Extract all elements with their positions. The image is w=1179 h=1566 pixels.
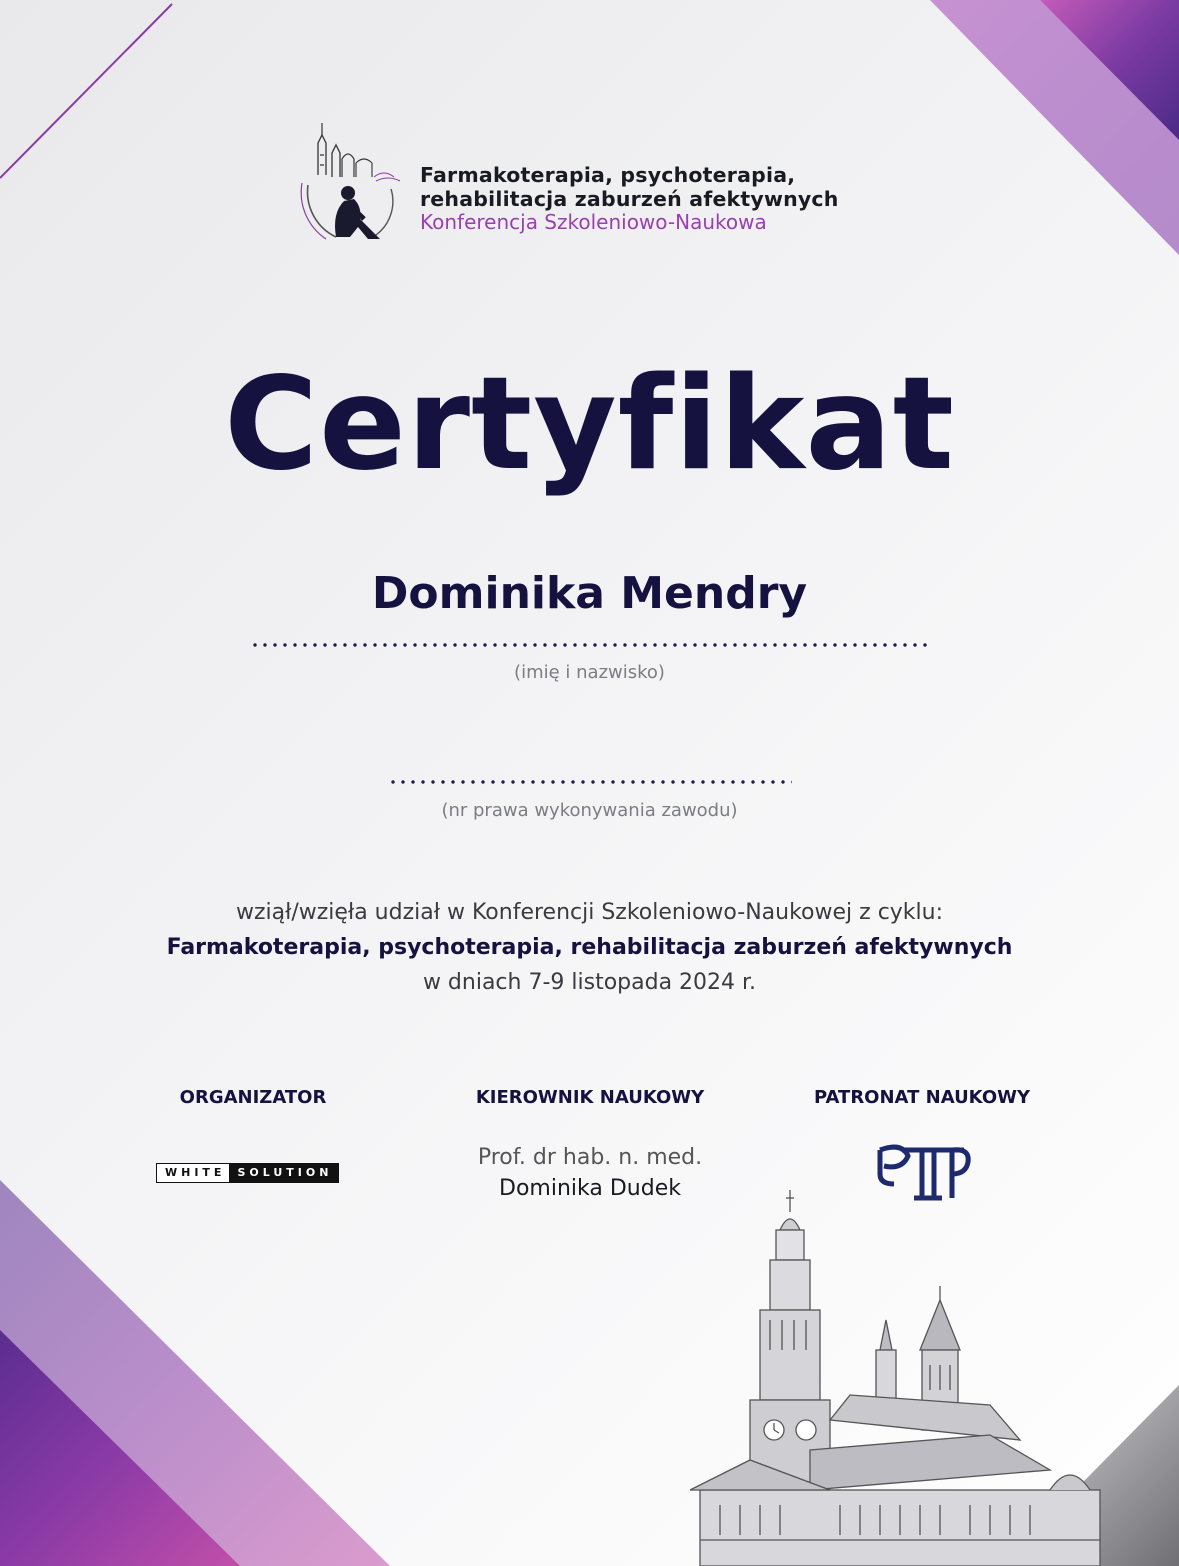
logo-word-solution: SOLUTION — [229, 1164, 338, 1182]
patronage-heading: PATRONAT NAUKOWY — [813, 1087, 1031, 1108]
statement-line1: wziął/wzięła udział w Konferencji Szkoleniowo-Naukowej z cyklu: — [235, 900, 944, 925]
name-dotted-line — [250, 643, 930, 647]
organizer-heading: ORGANIZATOR — [179, 1087, 327, 1108]
logo-title-line2: rehabilitacja zaburzeń afektywnych — [420, 186, 839, 211]
wawel-castle-sketch — [690, 1190, 1110, 1566]
statement-dates: w dniach 7-9 listopada 2024 r. — [422, 970, 757, 995]
name-caption: (imię i nazwisko) — [514, 662, 665, 683]
certificate-title: Certyfikat — [224, 350, 955, 499]
statement-conference-name: Farmakoterapia, psychoterapia, rehabilitacja zaburzeń afektywnych — [166, 935, 1013, 960]
logo-title-line1: Farmakoterapia, psychoterapia, — [420, 163, 796, 187]
white-solution-logo — [156, 1163, 339, 1183]
scientific-head-name: Dominika Dudek — [499, 1176, 681, 1201]
license-dotted-line — [388, 780, 792, 784]
scientific-head-title: Prof. dr hab. n. med. — [477, 1145, 703, 1170]
top-left-line — [0, 4, 172, 178]
license-caption: (nr prawa wykonywania zawodu) — [441, 800, 738, 821]
conference-logo — [296, 115, 896, 245]
conference-emblem-icon — [296, 115, 414, 245]
logo-word-white: WHITE — [157, 1164, 229, 1182]
logo-subtitle: Konferencja Szkoleniowo-Naukowa — [420, 210, 767, 234]
scientific-head-heading: KIEROWNIK NAUKOWY — [475, 1087, 705, 1108]
participant-name: Dominika Mendry — [371, 568, 808, 619]
